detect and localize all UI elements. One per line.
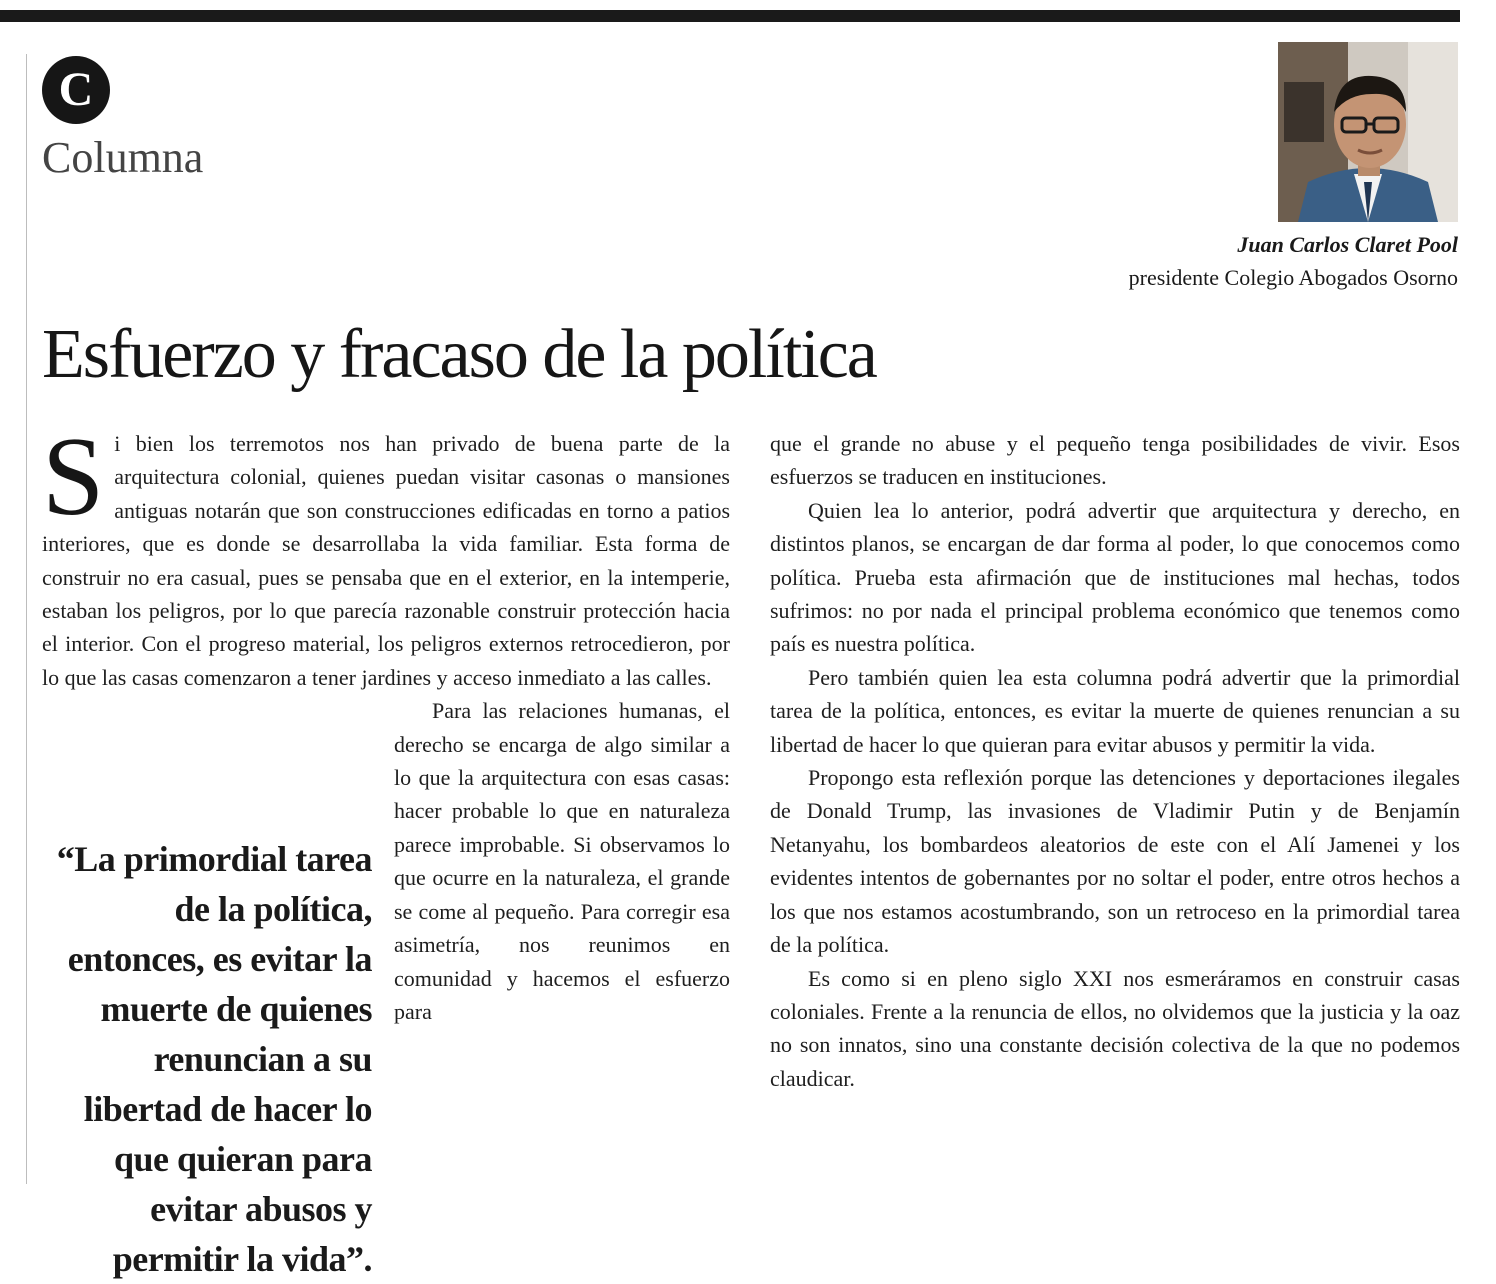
dropcap: S [42,415,105,539]
body-paragraph: Propongo esta reflexión porque las detenciones y deportaciones ilegales de Donald Trump, las invasiones de Vladimir Putin y de Benjamín Netanyahu, los bombardeos aleatorios de este con el Alí Jamenei y los evidentes intentos de gobernantes por no soltar el poder, entre otros hechos a los que nos estamos acostumbrando, son un retroceso en la primordial tarea de la política. [770,765,1460,958]
body-paragraph: Quien lea lo anterior, podrá advertir que arquitectura y derecho, en distintos planos, se encargan de dar forma al poder, lo que conocemos como política. Prueba esta afirmación que de instituciones mal hechas, todos sufrimos: no por nada el principal problema económico que tenemos como país es nuestra política. [770,497,1460,657]
paragraph-text: i bien los terremotos nos han privado de buena parte de la arquitectura colonial, quienes puedan visitar casonas o mansiones antiguas notarán que son construcciones edificadas en torno a patios interiores, que es donde se desarrollaba la vida familiar. Esta forma de construir no era casual, pues se pensaba que en el exterior, en la intemperie, estaban los peligros, por lo que parecía razonable construir protección hacia el interior. Con el progreso material, los peligros externos retrocedieron, por lo que las casas comenzaron a tener jardines y acceso inmediato a las calles. [42,431,730,690]
article-headline: Esfuerzo y fracaso de la política [42,316,876,393]
article-column-left [42,415,730,1280]
body-paragraph: Es como si en pleno siglo XXI nos esmeráramos en construir casas coloniales. Frente a la renuncia de ellos, no olvidemos que la justicia y la oaz no son innatos, sino una constante decisión colectiva de la que no podemos claudicar. [770,965,1460,1091]
top-rule [0,10,1460,22]
author-portrait-icon [1278,42,1458,222]
body-paragraph: Pero también quien lea esta columna podrá advertir que la primordial tarea de la política, entonces, es evitar la muerte de quienes renuncian a su libertad de hacer lo que quieran para evitar abusos y permitir la vida. [770,664,1460,757]
section-label: Columna [42,133,204,182]
body-paragraph: Para las relaciones humanas, el derecho se encarga de algo similar a lo que la arquitectura con esas casas: hacer probable lo que en naturaleza parece improbable. Si observamos lo que ocurre en la naturaleza, el grande se come al pequeño. Para corregir esa asimetría, nos reunimos en comunidad y hacemos el esfuerzo para [394,698,730,1024]
author-photo [1278,42,1458,222]
column-divider [26,54,27,1184]
author-name: Juan Carlos Claret Pool [1237,232,1458,257]
body-paragraph: que el grande no abuse y el pequeño tenga posibilidades de vivir. Esos esfuerzos se traducen en instituciones. [770,431,1460,490]
article-column-right [770,427,1460,1167]
author-role: presidente Colegio Abogados Osorno [1128,265,1458,290]
section-badge: C [42,56,110,124]
pull-quote: “La primordial tarea de la política, entonces, es evitar la muerte de quienes renuncian a su libertad de hacer lo que quieran para evitar abusos y permitir la vida”. [56,839,372,1280]
body-paragraph [42,415,730,694]
